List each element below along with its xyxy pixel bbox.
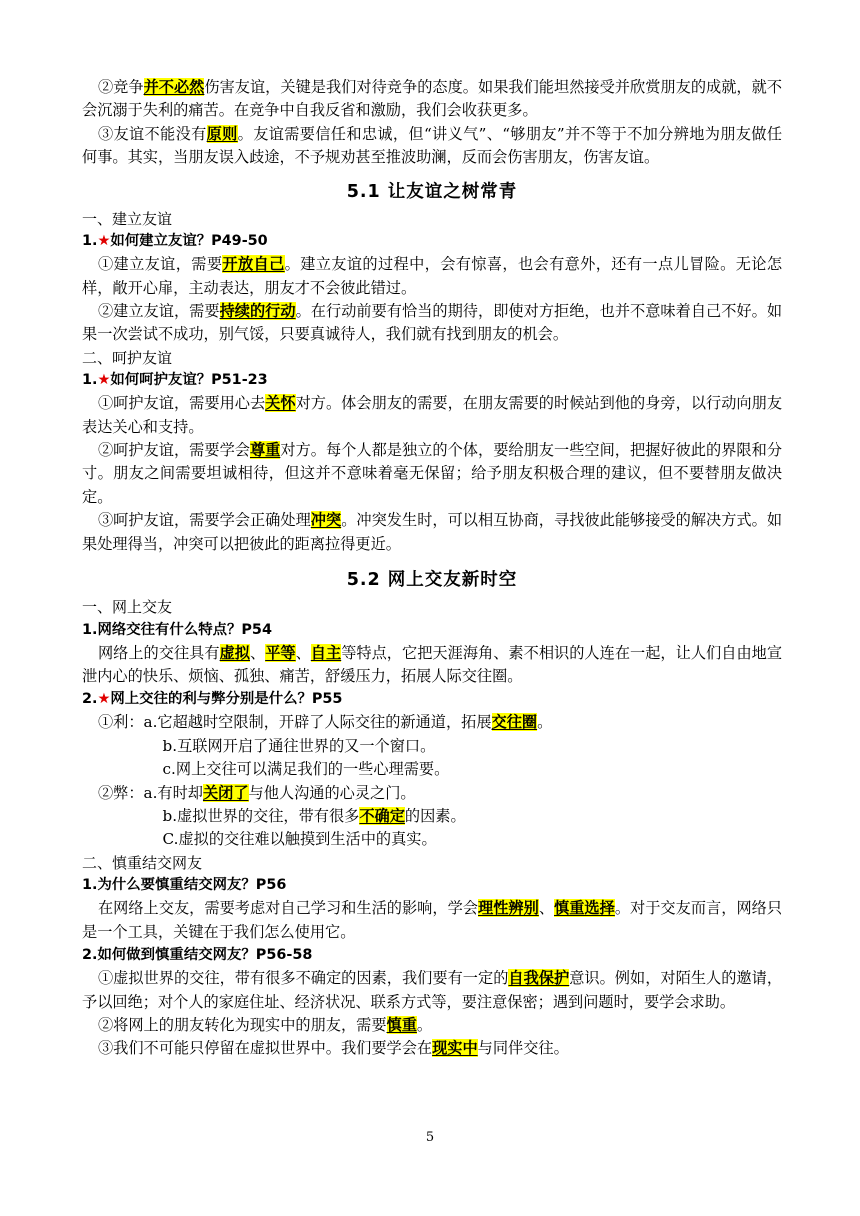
intro-paragraph-3: ③友谊不能没有原则。友谊需要信任和忠诚，但“讲义气”、“够朋友”并不等于不加分辨地为朋友做任何事。其实，当朋友误入歧途，不予规劝甚至推波助澜，反而会伤害朋友，伤害友谊。 <box>82 124 783 167</box>
highlight-keyword: 自我保护 <box>508 969 570 988</box>
highlight-keyword: 关怀 <box>265 394 296 413</box>
highlight-keyword: 慎重 <box>386 1015 417 1034</box>
star-icon: ★ <box>97 233 111 250</box>
answer-paragraph: 网络上的交往具有虚拟、平等、自主等特点，它把天涯海角、素不相识的人连在一起，让人们自由地宣泄内心的快乐、烦恼、孤独、痛苦，舒缓压力，拓展人际交往圈。 <box>82 643 783 685</box>
page-number: 5 <box>425 1130 435 1145</box>
highlight-keyword: 交往圈 <box>491 713 538 732</box>
highlight-keyword: 不确定 <box>359 807 405 826</box>
highlight-keyword: 慎重选择 <box>554 899 615 918</box>
highlight-keyword: 开放自己 <box>222 255 285 274</box>
highlight-keyword: 关闭了 <box>202 783 249 802</box>
highlight-keyword: 理性辨别 <box>478 899 539 918</box>
star-icon: ★ <box>97 691 111 708</box>
answer-paragraph: ③我们不可能只停留在虚拟世界中。我们要学会在现实中与同伴交往。 <box>97 1039 569 1058</box>
question-heading: 2.★网上交往的利与弊分别是什么？P55 <box>82 691 343 708</box>
question-heading: 1.为什么要慎重结交网友？P56 <box>82 877 287 894</box>
answer-paragraph: ③呵护友谊，需要学会正确处理冲突。冲突发生时，可以相互协商，寻找彼此能够接受的解决方式。如果处理得当，冲突可以把彼此的距离拉得更近。 <box>82 511 783 553</box>
answer-paragraph: 在网络上交友，需要考虑对自己学习和生活的影响，学会理性辨别、慎重选择。对于交友而言，网络只是一个工具，关键在于我们怎么使用它。 <box>82 899 783 941</box>
answer-paragraph: ②将网上的朋友转化为现实中的朋友，需要慎重。 <box>97 1015 433 1034</box>
answer-paragraph: ②呵护友谊，需要学会尊重对方。每个人都是独立的个体，要给朋友一些空间，把握好彼此的界限和分寸。朋友之间需要坦诚相待，但这并不意味着毫无保留；给予朋友积极合理的建议，但不要替朋友做决定。 <box>82 441 783 506</box>
part-heading: 二、慎重结交网友 <box>82 853 203 872</box>
star-icon: ★ <box>97 372 111 389</box>
highlight-keyword: 平等 <box>265 643 296 662</box>
part-heading: 二、呵护友谊 <box>82 348 173 367</box>
highlight-keyword: 自主 <box>310 643 342 662</box>
list-item: c.网上交往可以满足我们的一些心理需要。 <box>162 760 450 779</box>
list-item: b.互联网开启了通往世界的又一个窗口。 <box>162 736 436 755</box>
list-item: ②弊：a.有时却关闭了与他人沟通的心灵之门。 <box>97 783 416 802</box>
part-heading: 一、建立友谊 <box>82 209 173 228</box>
question-heading: 1.★如何建立友谊？P49-50 <box>82 233 268 250</box>
highlight-keyword: 现实中 <box>432 1039 478 1058</box>
answer-paragraph: ①虚拟世界的交往，带有很多不确定的因素，我们要有一定的自我保护意识。例如，对陌生人的邀请，予以回绝；对个人的家庭住址、经济状况、联系方式等，要注意保密；遇到问题时，要学会求助。 <box>82 969 783 1011</box>
highlight-keyword: 冲突 <box>310 511 342 530</box>
question-heading: 1.网络交往有什么特点？P54 <box>82 621 272 638</box>
highlight-keyword: 并不必然 <box>143 78 205 96</box>
part-heading: 一、网上交友 <box>82 598 173 617</box>
answer-paragraph: ①建立友谊，需要开放自己。建立友谊的过程中，会有惊喜，也会有意外，还有一点儿冒险。无论怎样，敞开心扉，主动表达，朋友才不会彼此错过。 <box>82 255 783 297</box>
list-item: b.虚拟世界的交往，带有很多不确定的因素。 <box>162 807 466 826</box>
highlight-keyword: 持续的行动 <box>219 301 296 320</box>
list-item: C.虚拟的交往难以触摸到生活中的真实。 <box>162 830 437 849</box>
highlight-keyword: 尊重 <box>249 441 281 460</box>
answer-paragraph: ①呵护友谊，需要用心去关怀对方。体会朋友的需要，在朋友需要的时候站到他的身旁，以行动向朋友表达关心和支持。 <box>82 394 783 436</box>
section-title-5-2: 5.2 网上交友新时空 <box>346 570 518 591</box>
answer-paragraph: ②建立友谊，需要持续的行动。在行动前要有恰当的期待，即使对方拒绝，也并不意味着自己不好。如果一次尝试不成功，别气馁，只要真诚待人，我们就有找到朋友的机会。 <box>82 301 783 344</box>
list-item: ①利：a.它超越时空限制，开辟了人际交往的新通道，拓展交往圈。 <box>97 713 553 732</box>
question-heading: 2.如何做到慎重结交网友？P56-58 <box>82 947 313 964</box>
document-page <box>82 76 782 1061</box>
section-title-5-1: 5.1 让友谊之树常青 <box>346 181 518 202</box>
question-heading: 1.★如何呵护友谊？P51-23 <box>82 372 268 389</box>
intro-paragraph-2: ②竞争并不必然伤害友谊，关键是我们对待竞争的态度。如果我们能坦然接受并欣赏朋友的成就，就不会沉溺于失利的痛苦。在竞争中自我反省和激励，我们会收获更多。 <box>82 78 783 120</box>
highlight-keyword: 原则 <box>206 124 238 143</box>
highlight-keyword: 虚拟 <box>219 643 250 662</box>
